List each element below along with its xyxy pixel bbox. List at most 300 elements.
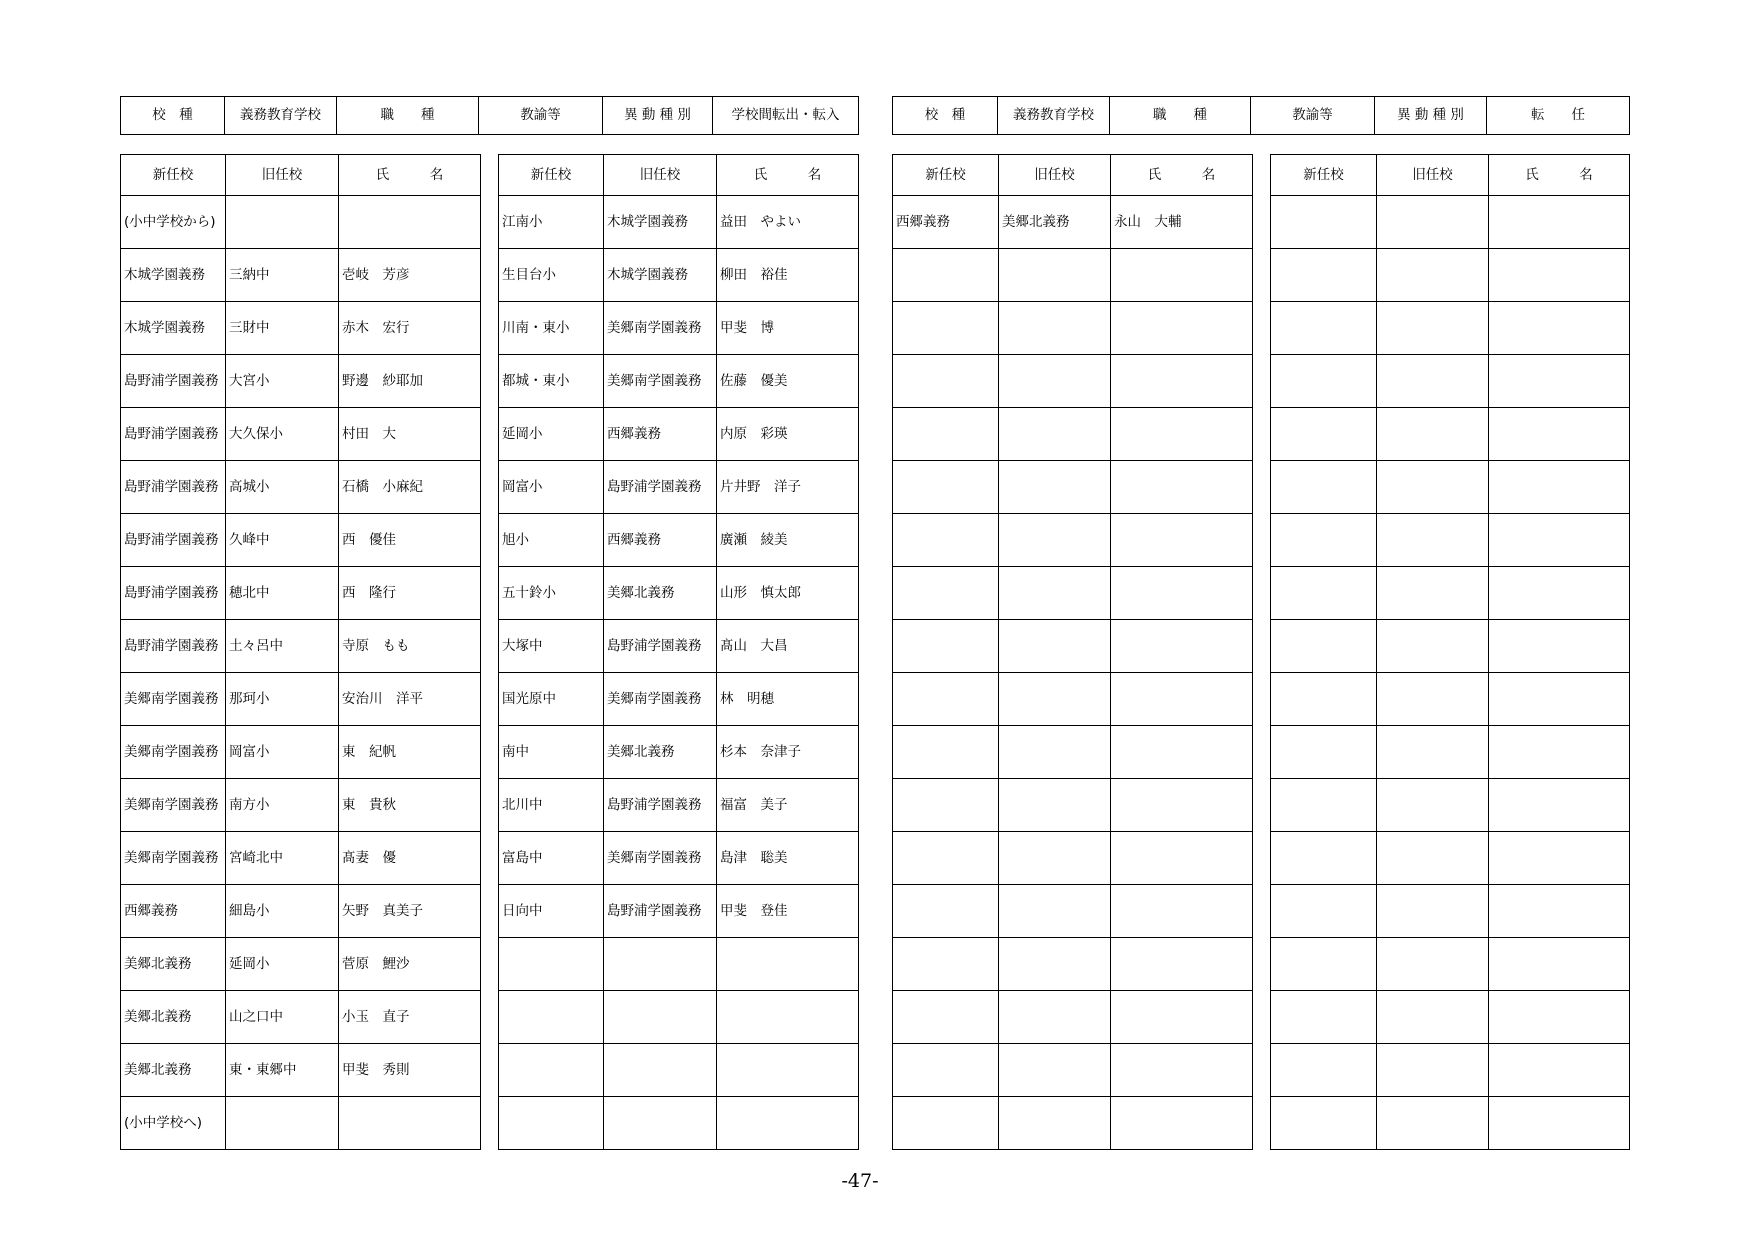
- column-header-row: [499, 155, 859, 196]
- teacher-name-cell: [1111, 408, 1253, 461]
- old-school-cell: [226, 196, 339, 249]
- column-header-row: [1271, 155, 1630, 196]
- old-school-cell: 島野浦学園義務: [604, 779, 717, 832]
- new-school-cell: [893, 832, 999, 885]
- new-school-cell: [1271, 620, 1377, 673]
- old-school-cell: [999, 779, 1111, 832]
- teacher-name-cell: 甲斐 登佳: [717, 885, 859, 938]
- teacher-name-cell: 福富 美子: [717, 779, 859, 832]
- new-school-cell: (小中学校から): [121, 196, 226, 249]
- teacher-name-cell: [339, 196, 481, 249]
- new-school-cell: [893, 355, 999, 408]
- table-row: [499, 991, 859, 1044]
- new-school-cell: 美郷南学園義務: [121, 832, 226, 885]
- table-row: [499, 1044, 859, 1097]
- teacher-name-cell: [1489, 1097, 1630, 1150]
- new-school-cell: 延岡小: [499, 408, 604, 461]
- teacher-name-cell: 島津 聡美: [717, 832, 859, 885]
- teacher-name-cell: [1489, 673, 1630, 726]
- teacher-name-cell: [1489, 885, 1630, 938]
- table-row: [893, 249, 1253, 302]
- old-school-cell: [999, 832, 1111, 885]
- right-header-row: [893, 97, 1630, 135]
- teacher-name-cell: 片井野 洋子: [717, 461, 859, 514]
- new-school-cell: [1271, 1044, 1377, 1097]
- old-school-cell: [604, 991, 717, 1044]
- old-school-cell: 西郷義務: [604, 514, 717, 567]
- old-school-cell: [1377, 355, 1489, 408]
- new-school-cell: [1271, 832, 1377, 885]
- new-school-header: 新任校: [893, 155, 999, 196]
- teacher-name-cell: [1111, 938, 1253, 991]
- old-school-cell: [999, 885, 1111, 938]
- teacher-name-cell: [1111, 514, 1253, 567]
- new-school-cell: [1271, 726, 1377, 779]
- teacher-name-cell: [1489, 1044, 1630, 1097]
- teacher-name-cell: [1111, 1097, 1253, 1150]
- table-row: [499, 355, 859, 408]
- old-school-cell: [999, 1097, 1111, 1150]
- old-school-cell: [999, 567, 1111, 620]
- old-school-cell: 久峰中: [226, 514, 339, 567]
- table-row: [121, 196, 481, 249]
- old-school-cell: 山之口中: [226, 991, 339, 1044]
- table-row: [499, 1097, 859, 1150]
- old-school-cell: [999, 620, 1111, 673]
- table-row: [121, 355, 481, 408]
- left-header-table: [120, 96, 859, 135]
- table-row: [1271, 461, 1630, 514]
- old-school-cell: 土々呂中: [226, 620, 339, 673]
- old-school-cell: [999, 302, 1111, 355]
- new-school-cell: [1271, 249, 1377, 302]
- right-position-value: 教諭等: [1251, 97, 1375, 135]
- old-school-cell: [1377, 991, 1489, 1044]
- old-school-cell: 大宮小: [226, 355, 339, 408]
- teacher-name-cell: [1489, 461, 1630, 514]
- teacher-name-cell: 佐藤 優美: [717, 355, 859, 408]
- old-school-cell: [1377, 779, 1489, 832]
- teacher-name-cell: 甲斐 博: [717, 302, 859, 355]
- new-school-cell: 美郷南学園義務: [121, 673, 226, 726]
- right-school-type-label: 校 種: [893, 97, 998, 135]
- old-school-cell: 三納中: [226, 249, 339, 302]
- new-school-cell: [1271, 938, 1377, 991]
- table-row: [1271, 408, 1630, 461]
- left-school-type-value: 義務教育学校: [225, 97, 337, 135]
- teacher-name-header: 氏 名: [339, 155, 481, 196]
- teacher-name-cell: [1489, 514, 1630, 567]
- old-school-cell: 美郷北義務: [604, 726, 717, 779]
- old-school-cell: [1377, 1097, 1489, 1150]
- table-row: [893, 196, 1253, 249]
- table-row: [893, 779, 1253, 832]
- table-row: [121, 620, 481, 673]
- table-row: [121, 779, 481, 832]
- teacher-name-cell: [1111, 779, 1253, 832]
- column-header-row: [121, 155, 481, 196]
- table-row: [1271, 1097, 1630, 1150]
- left-school-type-label: 校 種: [121, 97, 225, 135]
- new-school-cell: 富島中: [499, 832, 604, 885]
- new-school-cell: 美郷北義務: [121, 1044, 226, 1097]
- teacher-name-cell: [1111, 567, 1253, 620]
- new-school-cell: 島野浦学園義務: [121, 514, 226, 567]
- new-school-cell: [1271, 779, 1377, 832]
- old-school-cell: [999, 461, 1111, 514]
- old-school-cell: [1377, 673, 1489, 726]
- old-school-cell: 三財中: [226, 302, 339, 355]
- teacher-name-cell: 矢野 真美子: [339, 885, 481, 938]
- old-school-cell: [1377, 514, 1489, 567]
- old-school-header: 旧任校: [604, 155, 717, 196]
- table-row: [893, 673, 1253, 726]
- new-school-cell: [893, 673, 999, 726]
- old-school-cell: [604, 1044, 717, 1097]
- old-school-cell: 美郷南学園義務: [604, 302, 717, 355]
- new-school-cell: 江南小: [499, 196, 604, 249]
- new-school-cell: 大塚中: [499, 620, 604, 673]
- table-row: [121, 832, 481, 885]
- table-row: [121, 726, 481, 779]
- teacher-name-cell: 赤木 宏行: [339, 302, 481, 355]
- new-school-cell: [1271, 196, 1377, 249]
- table-row: [893, 355, 1253, 408]
- teacher-name-cell: [1489, 355, 1630, 408]
- teacher-name-cell: [1489, 567, 1630, 620]
- teacher-name-cell: 内原 彩瑛: [717, 408, 859, 461]
- table-row: [893, 461, 1253, 514]
- teacher-name-cell: 髙山 大昌: [717, 620, 859, 673]
- table-row: [499, 196, 859, 249]
- table-row: [1271, 355, 1630, 408]
- old-school-cell: 那珂小: [226, 673, 339, 726]
- teacher-name-cell: [1489, 726, 1630, 779]
- old-school-cell: [604, 938, 717, 991]
- old-school-cell: [1377, 620, 1489, 673]
- new-school-cell: [1271, 885, 1377, 938]
- teacher-name-cell: [717, 1097, 859, 1150]
- teacher-name-cell: 小玉 直子: [339, 991, 481, 1044]
- new-school-cell: 生目台小: [499, 249, 604, 302]
- table-row: [121, 1097, 481, 1150]
- new-school-cell: 島野浦学園義務: [121, 620, 226, 673]
- teacher-name-cell: 髙妻 優: [339, 832, 481, 885]
- teacher-name-cell: [1489, 196, 1630, 249]
- teacher-name-cell: [1111, 461, 1253, 514]
- table-row: [893, 726, 1253, 779]
- table-row: [893, 832, 1253, 885]
- new-school-cell: [893, 620, 999, 673]
- new-school-cell: [893, 408, 999, 461]
- teacher-name-cell: 野邊 紗耶加: [339, 355, 481, 408]
- table-row: [499, 249, 859, 302]
- old-school-cell: 木城学園義務: [604, 196, 717, 249]
- old-school-cell: [1377, 567, 1489, 620]
- left-transfer-value: 学校間転出・転入: [713, 97, 859, 135]
- new-school-cell: 国光原中: [499, 673, 604, 726]
- old-school-cell: [1377, 726, 1489, 779]
- old-school-cell: 美郷南学園義務: [604, 832, 717, 885]
- old-school-header: 旧任校: [226, 155, 339, 196]
- old-school-cell: 美郷北義務: [999, 196, 1111, 249]
- teacher-name-cell: 山形 慎太郎: [717, 567, 859, 620]
- old-school-cell: 宮崎北中: [226, 832, 339, 885]
- old-school-cell: 島野浦学園義務: [604, 620, 717, 673]
- teacher-name-cell: 廣瀬 綾美: [717, 514, 859, 567]
- teacher-name-cell: 菅原 鯉沙: [339, 938, 481, 991]
- table-row: [1271, 249, 1630, 302]
- table-row: [1271, 302, 1630, 355]
- old-school-cell: [999, 1044, 1111, 1097]
- right-transfer-label: 異 動 種 別: [1375, 97, 1487, 135]
- teacher-name-cell: [1111, 885, 1253, 938]
- new-school-cell: [893, 1044, 999, 1097]
- old-school-cell: 穂北中: [226, 567, 339, 620]
- right-position-label: 職 種: [1110, 97, 1251, 135]
- table-row: [1271, 885, 1630, 938]
- new-school-cell: [1271, 355, 1377, 408]
- teacher-name-cell: 甲斐 秀則: [339, 1044, 481, 1097]
- new-school-cell: 西郷義務: [121, 885, 226, 938]
- new-school-header: 新任校: [1271, 155, 1377, 196]
- old-school-cell: [1377, 461, 1489, 514]
- table-row: [121, 249, 481, 302]
- new-school-cell: 島野浦学園義務: [121, 461, 226, 514]
- table-row: [893, 938, 1253, 991]
- table-row: [893, 620, 1253, 673]
- table-row: [121, 514, 481, 567]
- table-row: [121, 408, 481, 461]
- table-row: [1271, 991, 1630, 1044]
- table-row: [1271, 938, 1630, 991]
- new-school-header: 新任校: [499, 155, 604, 196]
- teacher-name-cell: 寺原 もも: [339, 620, 481, 673]
- old-school-cell: 木城学園義務: [604, 249, 717, 302]
- old-school-cell: [999, 991, 1111, 1044]
- old-school-cell: 延岡小: [226, 938, 339, 991]
- table-row: [499, 514, 859, 567]
- new-school-cell: 美郷北義務: [121, 991, 226, 1044]
- new-school-cell: 南中: [499, 726, 604, 779]
- new-school-cell: 五十鈴小: [499, 567, 604, 620]
- teacher-name-cell: [1111, 832, 1253, 885]
- table-row: [1271, 726, 1630, 779]
- old-school-cell: 南方小: [226, 779, 339, 832]
- teacher-name-cell: [1489, 302, 1630, 355]
- new-school-cell: [499, 1097, 604, 1150]
- table-row: [1271, 1044, 1630, 1097]
- table-row: [121, 673, 481, 726]
- new-school-cell: [893, 461, 999, 514]
- table-row: [1271, 196, 1630, 249]
- new-school-cell: [893, 514, 999, 567]
- new-school-cell: [1271, 302, 1377, 355]
- table-row: [121, 885, 481, 938]
- new-school-cell: 島野浦学園義務: [121, 355, 226, 408]
- teacher-name-header: 氏 名: [717, 155, 859, 196]
- old-school-cell: [1377, 249, 1489, 302]
- left-position-label: 職 種: [337, 97, 479, 135]
- new-school-cell: 木城学園義務: [121, 249, 226, 302]
- old-school-cell: [999, 938, 1111, 991]
- teacher-name-cell: [339, 1097, 481, 1150]
- new-school-cell: [1271, 461, 1377, 514]
- table-row: [499, 726, 859, 779]
- new-school-cell: [893, 249, 999, 302]
- new-school-cell: (小中学校へ): [121, 1097, 226, 1150]
- table-row: [499, 832, 859, 885]
- old-school-cell: 大久保小: [226, 408, 339, 461]
- new-school-cell: 島野浦学園義務: [121, 408, 226, 461]
- new-school-cell: 美郷南学園義務: [121, 726, 226, 779]
- old-school-cell: [1377, 832, 1489, 885]
- table-row: [499, 408, 859, 461]
- old-school-cell: 東・東郷中: [226, 1044, 339, 1097]
- old-school-cell: 細島小: [226, 885, 339, 938]
- teacher-name-cell: [717, 991, 859, 1044]
- teacher-name-cell: 杉本 奈津子: [717, 726, 859, 779]
- new-school-cell: [1271, 991, 1377, 1044]
- table-row: [499, 938, 859, 991]
- new-school-cell: [893, 779, 999, 832]
- table-row: [1271, 673, 1630, 726]
- old-school-cell: [999, 408, 1111, 461]
- teacher-name-cell: [1489, 938, 1630, 991]
- teacher-name-cell: [1111, 302, 1253, 355]
- right-header-table: [892, 96, 1630, 135]
- new-school-cell: 日向中: [499, 885, 604, 938]
- old-school-cell: 岡富小: [226, 726, 339, 779]
- old-school-cell: [1377, 1044, 1489, 1097]
- left-transfer-label: 異 動 種 別: [603, 97, 713, 135]
- new-school-cell: [499, 991, 604, 1044]
- old-school-cell: 西郷義務: [604, 408, 717, 461]
- teacher-name-cell: 東 紀帆: [339, 726, 481, 779]
- old-school-cell: [999, 355, 1111, 408]
- table-row: [893, 408, 1253, 461]
- old-school-cell: [1377, 196, 1489, 249]
- teacher-name-cell: [1111, 249, 1253, 302]
- teacher-name-cell: [1111, 726, 1253, 779]
- new-school-cell: [893, 885, 999, 938]
- table-row: [121, 1044, 481, 1097]
- new-school-cell: [893, 1097, 999, 1150]
- teacher-name-cell: [1111, 1044, 1253, 1097]
- new-school-cell: [499, 938, 604, 991]
- page-number: -47-: [841, 1170, 879, 1192]
- transfer-table-2: [498, 154, 859, 1150]
- table-row: [499, 673, 859, 726]
- right-school-type-value: 義務教育学校: [998, 97, 1110, 135]
- table-row: [893, 1097, 1253, 1150]
- old-school-cell: [999, 249, 1111, 302]
- new-school-cell: 木城学園義務: [121, 302, 226, 355]
- right-transfer-value: 転 任: [1487, 97, 1630, 135]
- new-school-cell: [499, 1044, 604, 1097]
- new-school-cell: 岡富小: [499, 461, 604, 514]
- table-row: [499, 302, 859, 355]
- old-school-cell: [1377, 885, 1489, 938]
- table-row: [893, 302, 1253, 355]
- old-school-cell: 美郷南学園義務: [604, 673, 717, 726]
- teacher-name-header: 氏 名: [1111, 155, 1253, 196]
- new-school-cell: [893, 938, 999, 991]
- new-school-cell: 都城・東小: [499, 355, 604, 408]
- teacher-name-cell: [1111, 620, 1253, 673]
- table-row: [1271, 620, 1630, 673]
- table-row: [893, 885, 1253, 938]
- old-school-cell: [999, 514, 1111, 567]
- column-header-row: [893, 155, 1253, 196]
- transfer-table-4: [1270, 154, 1630, 1150]
- old-school-cell: 高城小: [226, 461, 339, 514]
- new-school-cell: 北川中: [499, 779, 604, 832]
- teacher-name-cell: 益田 やよい: [717, 196, 859, 249]
- teacher-name-cell: [1111, 991, 1253, 1044]
- teacher-name-cell: [1111, 673, 1253, 726]
- table-row: [1271, 567, 1630, 620]
- teacher-name-cell: [1489, 779, 1630, 832]
- old-school-cell: [999, 726, 1111, 779]
- table-row: [499, 620, 859, 673]
- table-row: [499, 779, 859, 832]
- teacher-name-header: 氏 名: [1489, 155, 1630, 196]
- table-row: [893, 991, 1253, 1044]
- new-school-cell: [1271, 514, 1377, 567]
- table-row: [1271, 779, 1630, 832]
- teacher-name-cell: 西 優佳: [339, 514, 481, 567]
- teacher-name-cell: 石橋 小麻紀: [339, 461, 481, 514]
- table-row: [893, 514, 1253, 567]
- new-school-cell: 旭小: [499, 514, 604, 567]
- new-school-cell: [893, 302, 999, 355]
- old-school-header: 旧任校: [1377, 155, 1489, 196]
- new-school-cell: [893, 991, 999, 1044]
- old-school-cell: [604, 1097, 717, 1150]
- new-school-cell: 美郷北義務: [121, 938, 226, 991]
- teacher-name-cell: [717, 938, 859, 991]
- old-school-cell: 美郷北義務: [604, 567, 717, 620]
- old-school-header: 旧任校: [999, 155, 1111, 196]
- table-row: [121, 567, 481, 620]
- teacher-name-cell: 林 明穂: [717, 673, 859, 726]
- teacher-name-cell: 永山 大輔: [1111, 196, 1253, 249]
- table-row: [121, 302, 481, 355]
- new-school-cell: 西郷義務: [893, 196, 999, 249]
- teacher-name-cell: 西 隆行: [339, 567, 481, 620]
- new-school-cell: [1271, 567, 1377, 620]
- new-school-cell: [1271, 408, 1377, 461]
- teacher-name-cell: [1489, 991, 1630, 1044]
- teacher-name-cell: [717, 1044, 859, 1097]
- transfer-table-3: [892, 154, 1253, 1150]
- table-row: [893, 567, 1253, 620]
- teacher-name-cell: 安治川 洋平: [339, 673, 481, 726]
- table-row: [893, 1044, 1253, 1097]
- new-school-cell: 島野浦学園義務: [121, 567, 226, 620]
- old-school-cell: [1377, 408, 1489, 461]
- new-school-cell: 川南・東小: [499, 302, 604, 355]
- table-row: [121, 461, 481, 514]
- teacher-name-cell: [1489, 620, 1630, 673]
- old-school-cell: 島野浦学園義務: [604, 885, 717, 938]
- new-school-cell: [893, 567, 999, 620]
- new-school-cell: [1271, 673, 1377, 726]
- old-school-cell: [226, 1097, 339, 1150]
- table-row: [1271, 832, 1630, 885]
- table-row: [121, 938, 481, 991]
